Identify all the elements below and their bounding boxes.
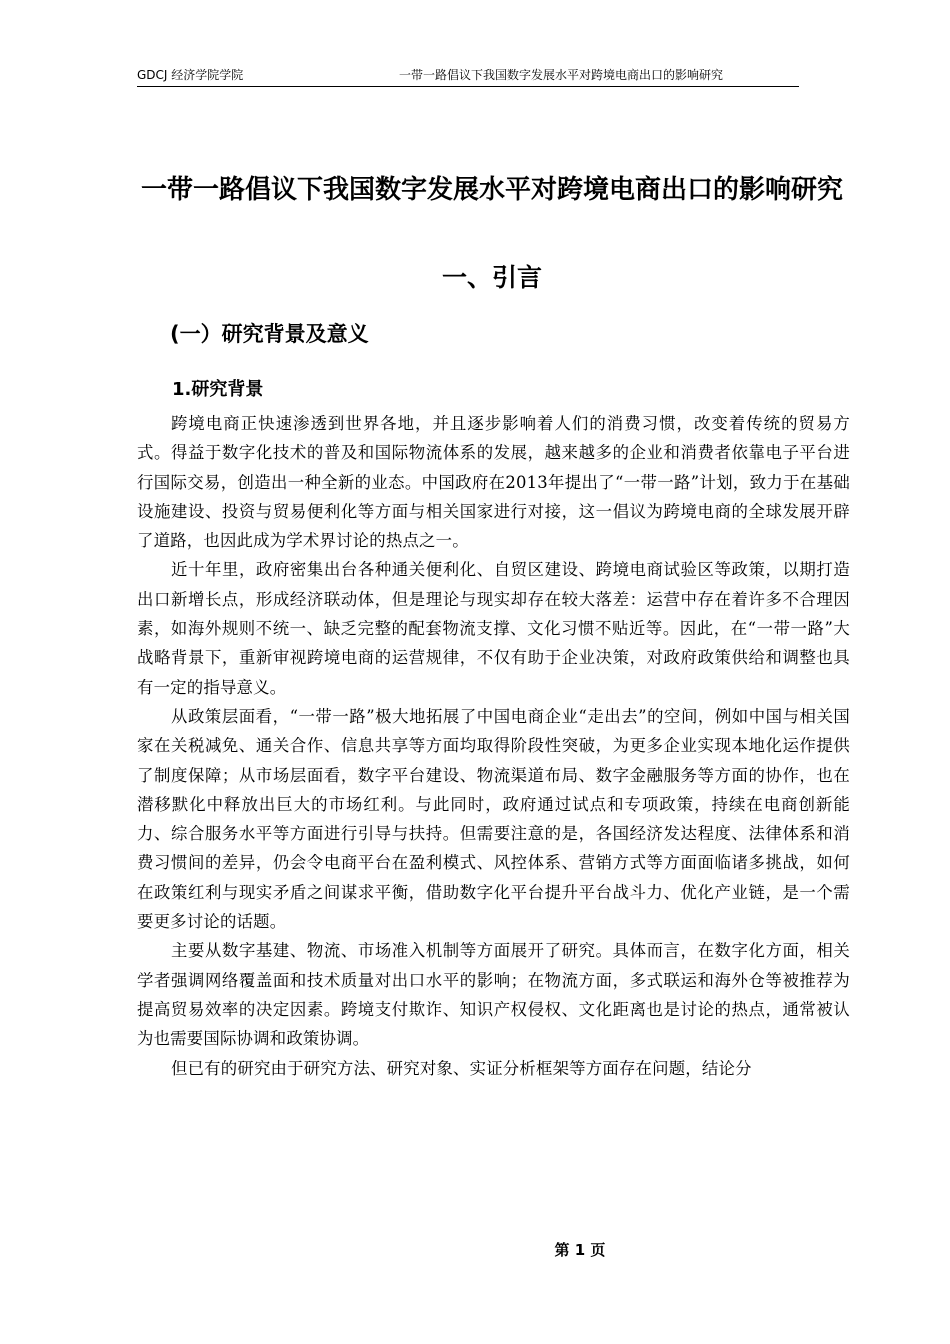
section-heading: 一、引言 [441,263,542,292]
paragraph: 近十年里，政府密集出台各种通关便利化、自贸区建设、跨境电商试验区等政策，以期打造出口新增长点，形成经济联动体，但是理论与现实却存在较大落差：运营中存在着许多不合理因素，如海外规则不统一、缺乏完整的配套物流支撑、文化习惯不贴近等。因此，在“一带一路”大战略背景下，重新审视跨境电商的运营规律，不仅有助于企业决策，对政府政策供给和调整也具有一定的指导意义。 [137,560,850,697]
paragraph: 从政策层面看，“一带一路”极大地拓展了中国电商企业“走出去”的空间，例如中国与相关国家在关税减免、通关合作、信息共享等方面均取得阶段性突破，为更多企业实现本地化运作提供了制度保障；从市场层面看，数字平台建设、物流渠道布局、数字金融服务等方面的协作，也在潜移默化中释放出巨大的市场红利。与此同时，政府通过试点和专项政策，持续在电商创新能力、综合服务水平等方面进行引导与扶持。但需要注意的是，各国经济发达程度、法律体系和消费习惯间的差异，仍会令电商平台在盈利模式、风控体系、营销方式等方面面临诸多挑战，如何在政策红利与现实矛盾之间谋求平衡，借助数字化平台提升平台战斗力、优化产业链，是一个需要更多讨论的话题。 [137,706,850,932]
page-number: 第 1 页 [554,1241,606,1259]
subsub-heading: 1.研究背景 [172,379,264,400]
paragraph: 但已有的研究由于研究方法、研究对象、实证分析框架等方面存在问题，结论分 [171,1058,752,1078]
body-text [137,409,850,1083]
header-running-title: 一带一路倡议下我国数字发展水平对跨境电商出口的影响研究 [399,68,724,82]
paragraph: 跨境电商正快速渗透到世界各地，并且逐步影响着人们的消费习惯，改变着传统的贸易方式。得益于数字化技术的普及和国际物流体系的发展，越来越多的企业和消费者依靠电子平台进行国际交易，创造出一种全新的业态。中国政府在2013年提出了“一带一路”计划，致力于在基础设施建设、投资与贸易便利化等方面与相关国家进行对接，这一倡议为跨境电商的全球发展开辟了道路，也因此成为学术界讨论的热点之一。 [137,414,850,551]
document-title: 一带一路倡议下我国数字发展水平对跨境电商出口的影响研究 [140,175,843,205]
subsection-heading: (一）研究背景及意义 [170,322,369,346]
page-header [137,66,799,87]
header-institution: GDCJ 经济学院学院 [137,68,244,82]
paragraph: 主要从数字基建、物流、市场准入机制等方面展开了研究。具体而言，在数字化方面，相关学者强调网络覆盖面和技术质量对出口水平的影响；在物流方面，多式联运和海外仓等被推荐为提高贸易效率的决定因素。跨境支付欺诈、知识产权侵权、文化距离也是讨论的热点，通常被认为也需要国际协调和政策协调。 [137,941,850,1049]
